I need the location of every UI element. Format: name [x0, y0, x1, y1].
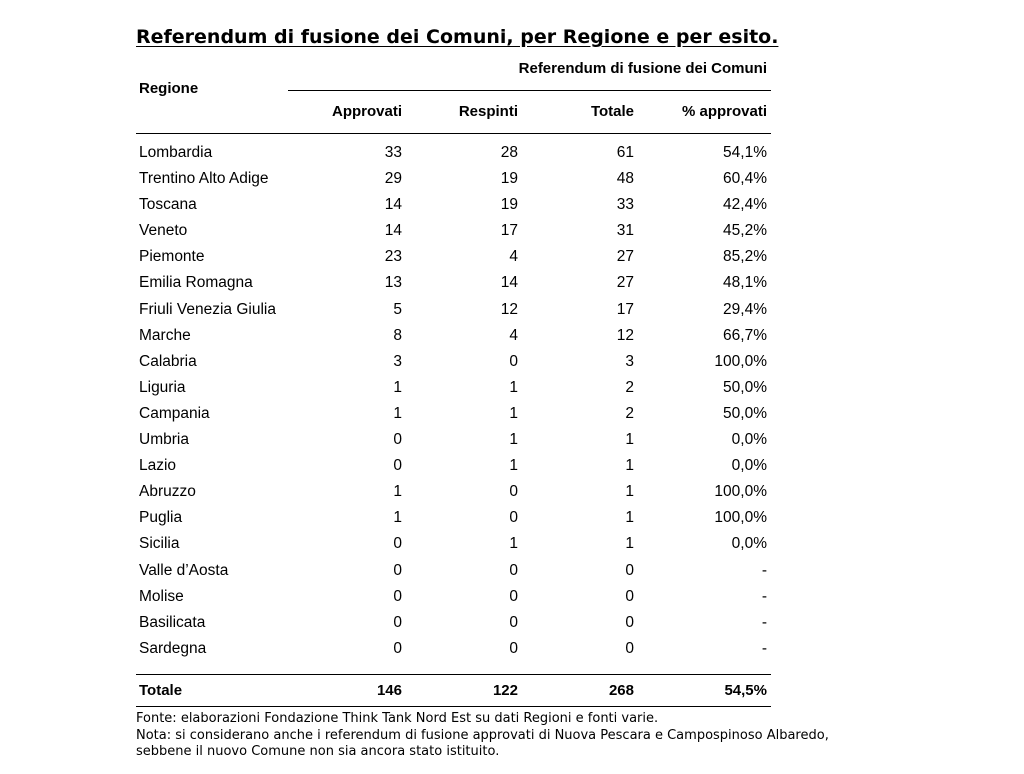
cell-totale: 48 — [616, 170, 634, 188]
cell-totale: 0 — [625, 639, 634, 657]
cell-totale: 2 — [625, 378, 634, 396]
cell-regione: Piemonte — [139, 248, 205, 266]
cell-totale: 27 — [616, 274, 634, 292]
cell-pct: - — [761, 561, 767, 579]
table-row — [136, 220, 771, 246]
source-note: Fonte: elaborazioni Fondazione Think Tank Nord Est su dati Regioni e fonti varie. — [136, 711, 659, 726]
table-row — [136, 507, 771, 533]
column-header-totale: Totale — [590, 103, 634, 120]
cell-regione: Toscana — [139, 196, 197, 214]
cell-pct: 66,7% — [723, 326, 767, 344]
cell-totale: 3 — [625, 352, 634, 370]
cell-regione: Molise — [139, 587, 184, 605]
cell-approvati: 23 — [384, 248, 402, 266]
cell-totale: 31 — [616, 222, 634, 240]
cell-totale: 0 — [625, 587, 634, 605]
note-line-1: Nota: si considerano anche i referendum di fusione approvati di Nuova Pescara e Campospinoso Albaredo, — [136, 727, 829, 743]
table-row — [136, 246, 771, 272]
cell-respinti: 19 — [500, 196, 518, 214]
cell-respinti: 0 — [509, 509, 518, 527]
cell-pct: 100,0% — [714, 509, 767, 527]
total-approvati: 146 — [376, 682, 402, 699]
cell-totale: 1 — [625, 535, 634, 553]
table-row — [136, 429, 771, 455]
cell-totale: 17 — [616, 300, 634, 318]
cell-totale: 33 — [616, 196, 634, 214]
cell-pct: 29,4% — [723, 300, 767, 318]
cell-pct: 50,0% — [723, 404, 767, 422]
cell-regione: Marche — [139, 326, 191, 344]
column-header-pct-approvati: % approvati — [681, 103, 767, 120]
cell-respinti: 19 — [500, 170, 518, 188]
cell-respinti: 0 — [509, 587, 518, 605]
table-header — [136, 58, 771, 134]
cell-respinti: 1 — [509, 431, 518, 449]
cell-regione: Calabria — [139, 352, 197, 370]
cell-totale: 27 — [616, 248, 634, 266]
cell-pct: 85,2% — [723, 248, 767, 266]
bottom-rule — [136, 706, 771, 707]
cell-pct: 0,0% — [731, 457, 767, 475]
total-respinti: 122 — [492, 682, 518, 699]
cell-regione: Campania — [139, 404, 210, 422]
cell-pct: - — [761, 587, 767, 605]
cell-regione: Veneto — [139, 222, 188, 240]
cell-pct: 45,2% — [723, 222, 767, 240]
group-header-rule — [288, 90, 771, 91]
cell-approvati: 1 — [393, 404, 402, 422]
cell-approvati: 14 — [384, 222, 402, 240]
cell-respinti: 0 — [509, 352, 518, 370]
cell-regione: Lombardia — [139, 144, 213, 161]
cell-approvati: 5 — [393, 300, 402, 318]
cell-respinti: 4 — [509, 248, 518, 266]
cell-approvati: 0 — [393, 457, 402, 475]
cell-pct: 42,4% — [723, 196, 767, 214]
cell-approvati: 29 — [384, 170, 402, 188]
cell-approvati: 33 — [384, 144, 402, 161]
table-row — [136, 481, 771, 507]
cell-approvati: 0 — [393, 587, 402, 605]
table-row — [136, 533, 771, 559]
cell-regione: Sardegna — [139, 639, 207, 657]
cell-respinti: 14 — [500, 274, 518, 292]
cell-respinti: 4 — [509, 326, 518, 344]
cell-pct: - — [761, 639, 767, 657]
table-row — [136, 586, 771, 612]
cell-respinti: 1 — [509, 378, 518, 396]
table-row — [136, 299, 771, 325]
cell-totale: 61 — [616, 144, 634, 161]
footnotes — [136, 711, 829, 761]
cell-approvati: 1 — [393, 483, 402, 501]
header-rule — [136, 133, 771, 134]
cell-approvati: 14 — [384, 196, 402, 214]
cell-respinti: 0 — [509, 483, 518, 501]
cell-pct: 0,0% — [731, 535, 767, 553]
cell-approvati: 0 — [393, 613, 402, 631]
total-label: Totale — [139, 682, 183, 699]
cell-approvati: 8 — [393, 326, 402, 344]
cell-regione: Friuli Venezia Giulia — [139, 300, 276, 318]
table-row — [136, 168, 771, 194]
cell-respinti: 28 — [500, 144, 518, 161]
cell-totale: 1 — [625, 483, 634, 501]
table-row — [136, 612, 771, 638]
cell-respinti: 1 — [509, 457, 518, 475]
note-line-2: sebbene il nuovo Comune non sia ancora stato istituito. — [136, 744, 500, 759]
cell-totale: 0 — [625, 613, 634, 631]
table-row — [136, 194, 771, 220]
total-totale: 268 — [608, 682, 634, 699]
cell-totale: 1 — [625, 457, 634, 475]
cell-respinti: 0 — [509, 561, 518, 579]
cell-approvati: 3 — [393, 352, 402, 370]
cell-totale: 2 — [625, 404, 634, 422]
cell-pct: 48,1% — [723, 274, 767, 292]
table-body — [136, 142, 771, 664]
table-row — [136, 325, 771, 351]
cell-respinti: 0 — [509, 639, 518, 657]
cell-respinti: 12 — [500, 300, 518, 318]
cell-approvati: 0 — [393, 561, 402, 579]
cell-regione: Liguria — [139, 378, 186, 396]
cell-approvati: 0 — [393, 639, 402, 657]
table-row — [136, 638, 771, 664]
cell-regione: Trentino Alto Adige — [139, 170, 269, 188]
cell-pct: 54,1% — [723, 144, 767, 161]
total-pct: 54,5% — [724, 682, 767, 699]
cell-pct: 100,0% — [714, 352, 767, 370]
total-row — [136, 680, 771, 706]
column-header-approvati: Approvati — [331, 103, 402, 120]
page-title: Referendum di fusione dei Comuni, per Regione e per esito. — [136, 26, 779, 48]
cell-approvati: 13 — [384, 274, 402, 292]
column-header-respinti: Respinti — [458, 103, 518, 120]
cell-approvati: 0 — [393, 535, 402, 553]
cell-regione: Basilicata — [139, 613, 206, 631]
table-row — [136, 272, 771, 298]
table-row — [136, 403, 771, 429]
cell-totale: 0 — [625, 561, 634, 579]
cell-regione: Valle d’Aosta — [139, 561, 229, 579]
table-row — [136, 560, 771, 586]
table-row — [136, 377, 771, 403]
group-column-header: Referendum di fusione dei Comuni — [518, 60, 767, 77]
cell-pct: 0,0% — [731, 431, 767, 449]
cell-pct: - — [761, 613, 767, 631]
cell-approvati: 1 — [393, 378, 402, 396]
cell-respinti: 0 — [509, 613, 518, 631]
cell-regione: Emilia Romagna — [139, 274, 253, 292]
cell-approvati: 1 — [393, 509, 402, 527]
cell-respinti: 1 — [509, 535, 518, 553]
cell-approvati: 0 — [393, 431, 402, 449]
cell-pct: 50,0% — [723, 378, 767, 396]
cell-regione: Abruzzo — [139, 483, 196, 501]
total-top-rule — [136, 674, 771, 675]
cell-regione: Sicilia — [139, 535, 180, 553]
table-row — [136, 455, 771, 481]
table-row — [136, 142, 771, 168]
cell-pct: 60,4% — [723, 170, 767, 188]
cell-totale: 1 — [625, 509, 634, 527]
region-column-header: Regione — [139, 80, 199, 97]
cell-totale: 12 — [616, 326, 634, 344]
cell-regione: Umbria — [139, 431, 189, 449]
table-row — [136, 351, 771, 377]
cell-respinti: 1 — [509, 404, 518, 422]
cell-regione: Puglia — [139, 509, 183, 527]
cell-regione: Lazio — [139, 457, 177, 475]
cell-totale: 1 — [625, 431, 634, 449]
cell-pct: 100,0% — [714, 483, 767, 501]
cell-respinti: 17 — [500, 222, 518, 240]
